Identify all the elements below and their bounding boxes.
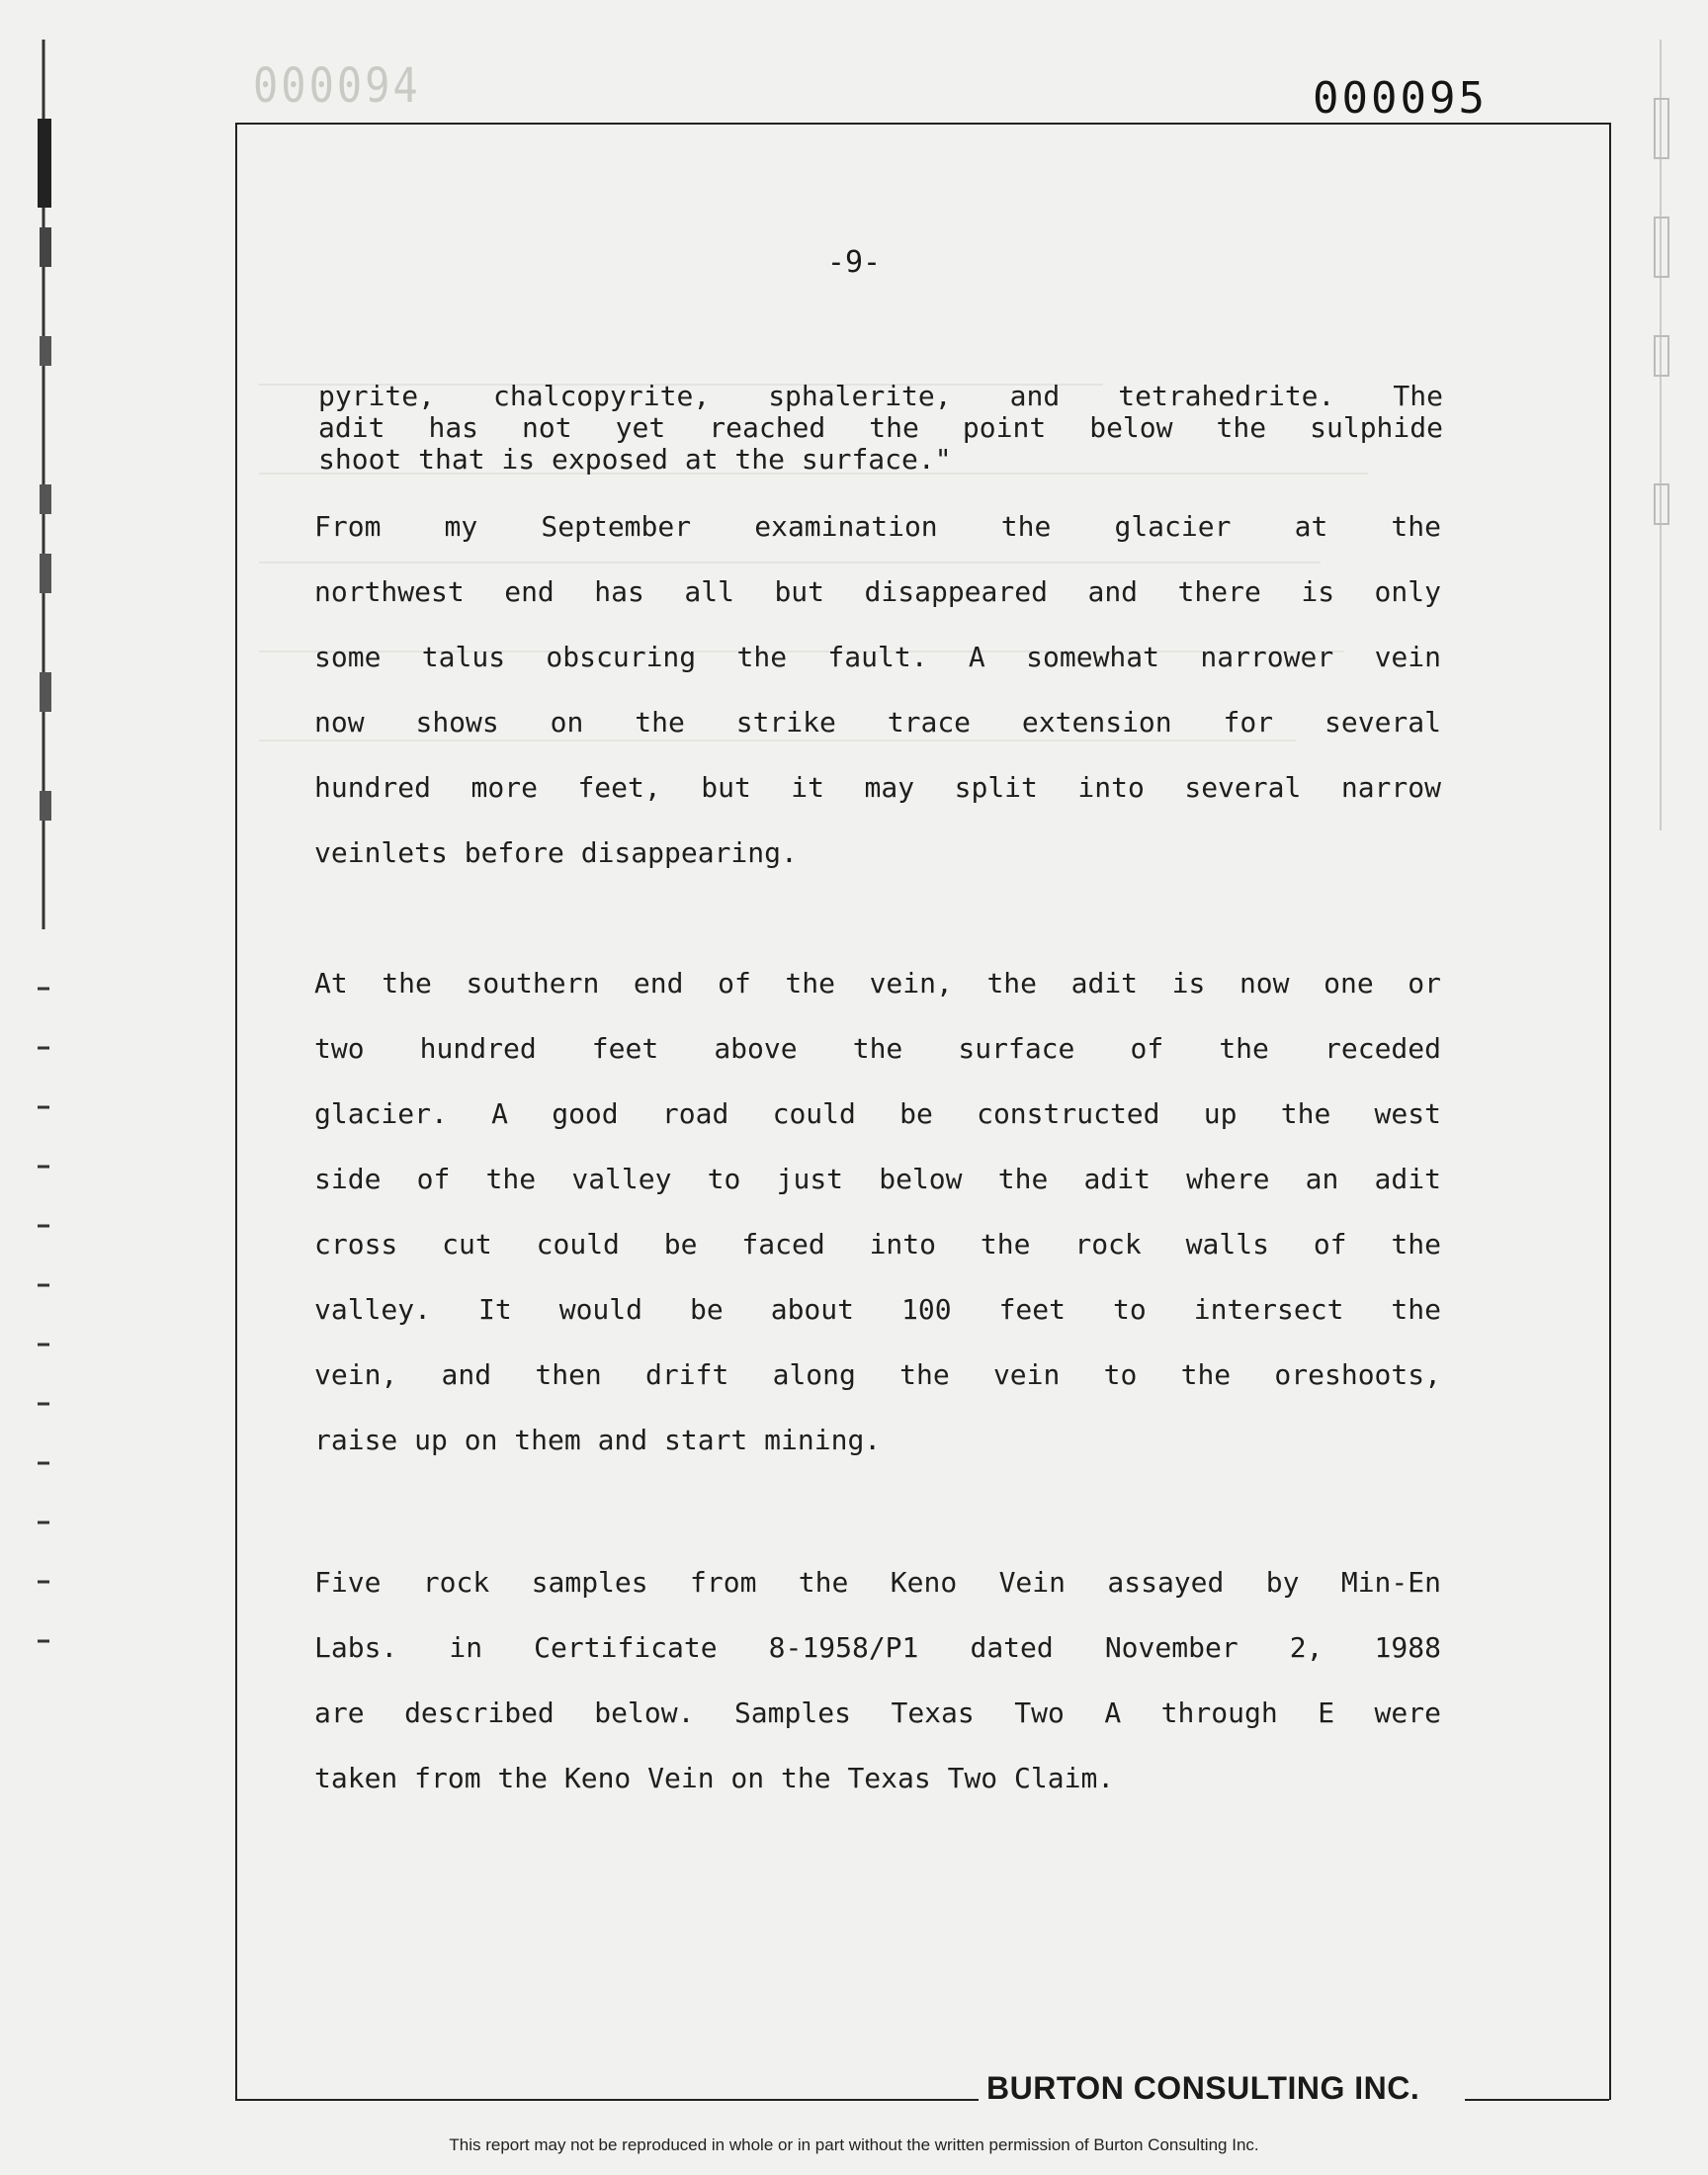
text-line: From my September examination the glacier at the: [314, 510, 1441, 543]
ghost-page-number: 000094: [253, 57, 421, 114]
page-frame-bottom-right: [1465, 2099, 1609, 2101]
text-line: vein, and then drift along the vein to the oreshoots,: [314, 1358, 1441, 1391]
text-line: two hundred feet above the surface of the receded: [314, 1032, 1441, 1065]
company-name: BURTON CONSULTING INC.: [986, 2070, 1420, 2106]
text-line: cross cut could be faced into the rock walls of the: [314, 1228, 1441, 1261]
page-number-stamp: 000095: [1313, 73, 1488, 124]
text-line: Labs. in Certificate 8-1958/P1 dated November 2, 1988: [314, 1631, 1441, 1664]
text-line: glacier. A good road could be constructed up the west: [314, 1097, 1441, 1130]
binding-marks: [30, 40, 69, 1720]
page-frame-bottom-left: [235, 2099, 979, 2101]
page-label: -9-: [826, 245, 882, 280]
text-line: raise up on them and start mining.: [314, 1424, 882, 1456]
quote-continuation: [318, 381, 1443, 476]
text-line: side of the valley to just below the adit where an adit: [314, 1163, 1441, 1195]
quote-line: adit has not yet reached the point below the sulphide: [318, 411, 1443, 444]
text-line: some talus obscuring the fault. A somewhat narrower vein: [314, 641, 1441, 673]
quote-line: shoot that is exposed at the surface.": [318, 443, 952, 476]
text-line: veinlets before disappearing.: [314, 836, 798, 869]
text-line: At the southern end of the vein, the adit is now one or: [314, 967, 1441, 1000]
footer-copyright-note: This report may not be reproduced in whole or in part without the written permission of Burton Consulting Inc.: [449, 2135, 1259, 2154]
paragraph-glacier: [314, 494, 1441, 886]
quote-line: pyrite, chalcopyrite, sphalerite, and tetrahedrite. The: [318, 380, 1443, 412]
text-line: valley. It would be about 100 feet to intersect the: [314, 1293, 1441, 1326]
text-line: hundred more feet, but it may split into several narrow: [314, 771, 1441, 804]
text-line: now shows on the strike trace extension for several: [314, 706, 1441, 739]
text-line: Five rock samples from the Keno Vein assayed by Min-En: [314, 1566, 1441, 1599]
paragraph-adit: [314, 951, 1441, 1473]
text-line: northwest end has all but disappeared and there is only: [314, 575, 1441, 608]
text-line: are described below. Samples Texas Two A through E were: [314, 1696, 1441, 1729]
paragraph-samples: [314, 1550, 1441, 1811]
text-line: taken from the Keno Vein on the Texas Two Claim.: [314, 1762, 1115, 1794]
right-edge-marks: [1631, 40, 1690, 1028]
